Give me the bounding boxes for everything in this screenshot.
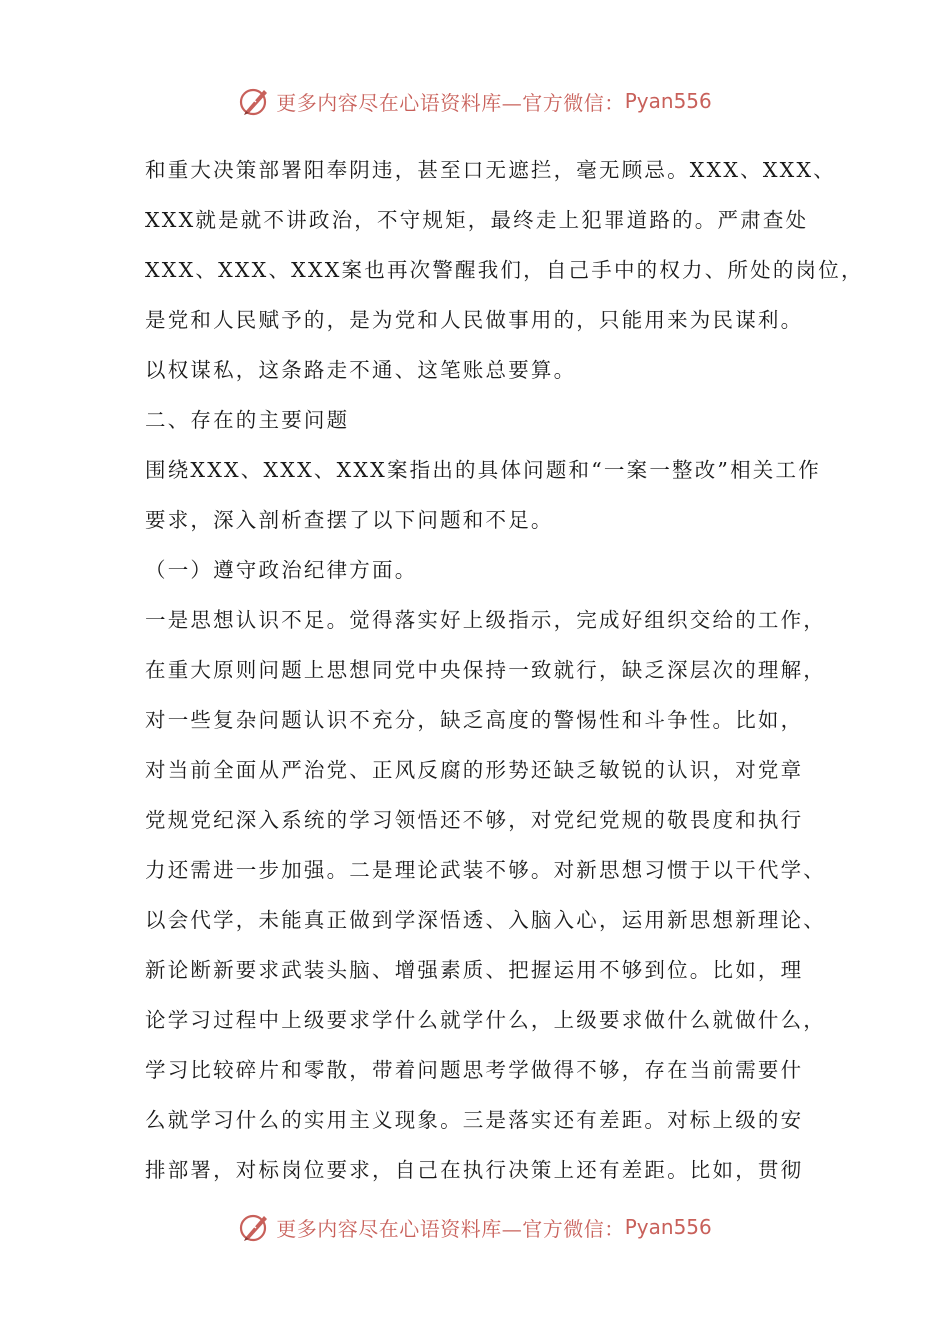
text-line: 是党和人民赋予的，是为党和人民做事用的，只能用来为民谋利。 xyxy=(145,308,804,332)
watermark-text: 更多内容尽在心语资料库—官方微信： xyxy=(276,90,625,115)
text-line: XXX就是就不讲政治，不守规矩，最终走上犯罪道路的。严肃查处 xyxy=(145,208,809,232)
subsection-heading: （一）遵守政治纪律方面。 xyxy=(145,558,418,582)
text-line: 在重大原则问题上思想同党中央保持一致就行，缺乏深层次的理解， xyxy=(145,658,826,682)
text-line: 论学习过程中上级要求学什么就学什么，上级要求做什么就做什么， xyxy=(145,1008,826,1032)
text-line: 么就学习什么的实用主义现象。三是落实还有差距。对标上级的安 xyxy=(145,1108,804,1132)
watermark-handle: Pyan556 xyxy=(624,1215,712,1239)
watermark-handle: Pyan556 xyxy=(624,89,712,113)
text-line: 党规党纪深入系统的学习领悟还不够，对党纪党规的敬畏度和执行 xyxy=(145,808,804,832)
text-line: 以权谋私，这条路走不通、这笔账总要算。 xyxy=(145,358,577,382)
header-watermark xyxy=(0,84,950,118)
pen-circle-logo-icon xyxy=(238,1210,272,1244)
document-body xyxy=(145,150,864,1200)
section-heading: 二、存在的主要问题 xyxy=(145,408,350,432)
watermark-text: 更多内容尽在心语资料库—官方微信： xyxy=(276,1216,625,1241)
text-line: 以会代学，未能真正做到学深悟透、入脑入心，运用新思想新理论、 xyxy=(145,908,826,932)
text-line: 学习比较碎片和零散，带着问题思考学做得不够，存在当前需要什 xyxy=(145,1058,804,1082)
text-line: 排部署，对标岗位要求，自己在执行决策上还有差距。比如，贯彻 xyxy=(145,1158,804,1182)
pen-circle-logo-icon xyxy=(238,84,272,118)
text-line: XXX、XXX、XXX案也再次警醒我们，自己手中的权力、所处的岗位， xyxy=(145,258,864,282)
text-line: 要求，深入剖析查摆了以下问题和不足。 xyxy=(145,508,554,532)
text-line: 新论断新要求武装头脑、增强素质、把握运用不够到位。比如，理 xyxy=(145,958,804,982)
text-line: 力还需进一步加强。二是理论武装不够。对新思想习惯于以干代学、 xyxy=(145,858,826,882)
text-line: 一是思想认识不足。觉得落实好上级指示，完成好组织交给的工作， xyxy=(145,608,826,632)
text-line: 对当前全面从严治党、正风反腐的形势还缺乏敏锐的认识，对党章 xyxy=(145,758,804,782)
text-line: 围绕XXX、XXX、XXX案指出的具体问题和“一案一整改”相关工作 xyxy=(145,458,821,482)
footer-watermark xyxy=(0,1210,950,1244)
text-line: 对一些复杂问题认识不充分，缺乏高度的警惕性和斗争性。比如， xyxy=(145,708,804,732)
text-line: 和重大决策部署阳奉阴违，甚至口无遮拦，毫无顾忌。XXX、XXX、 xyxy=(145,158,836,182)
